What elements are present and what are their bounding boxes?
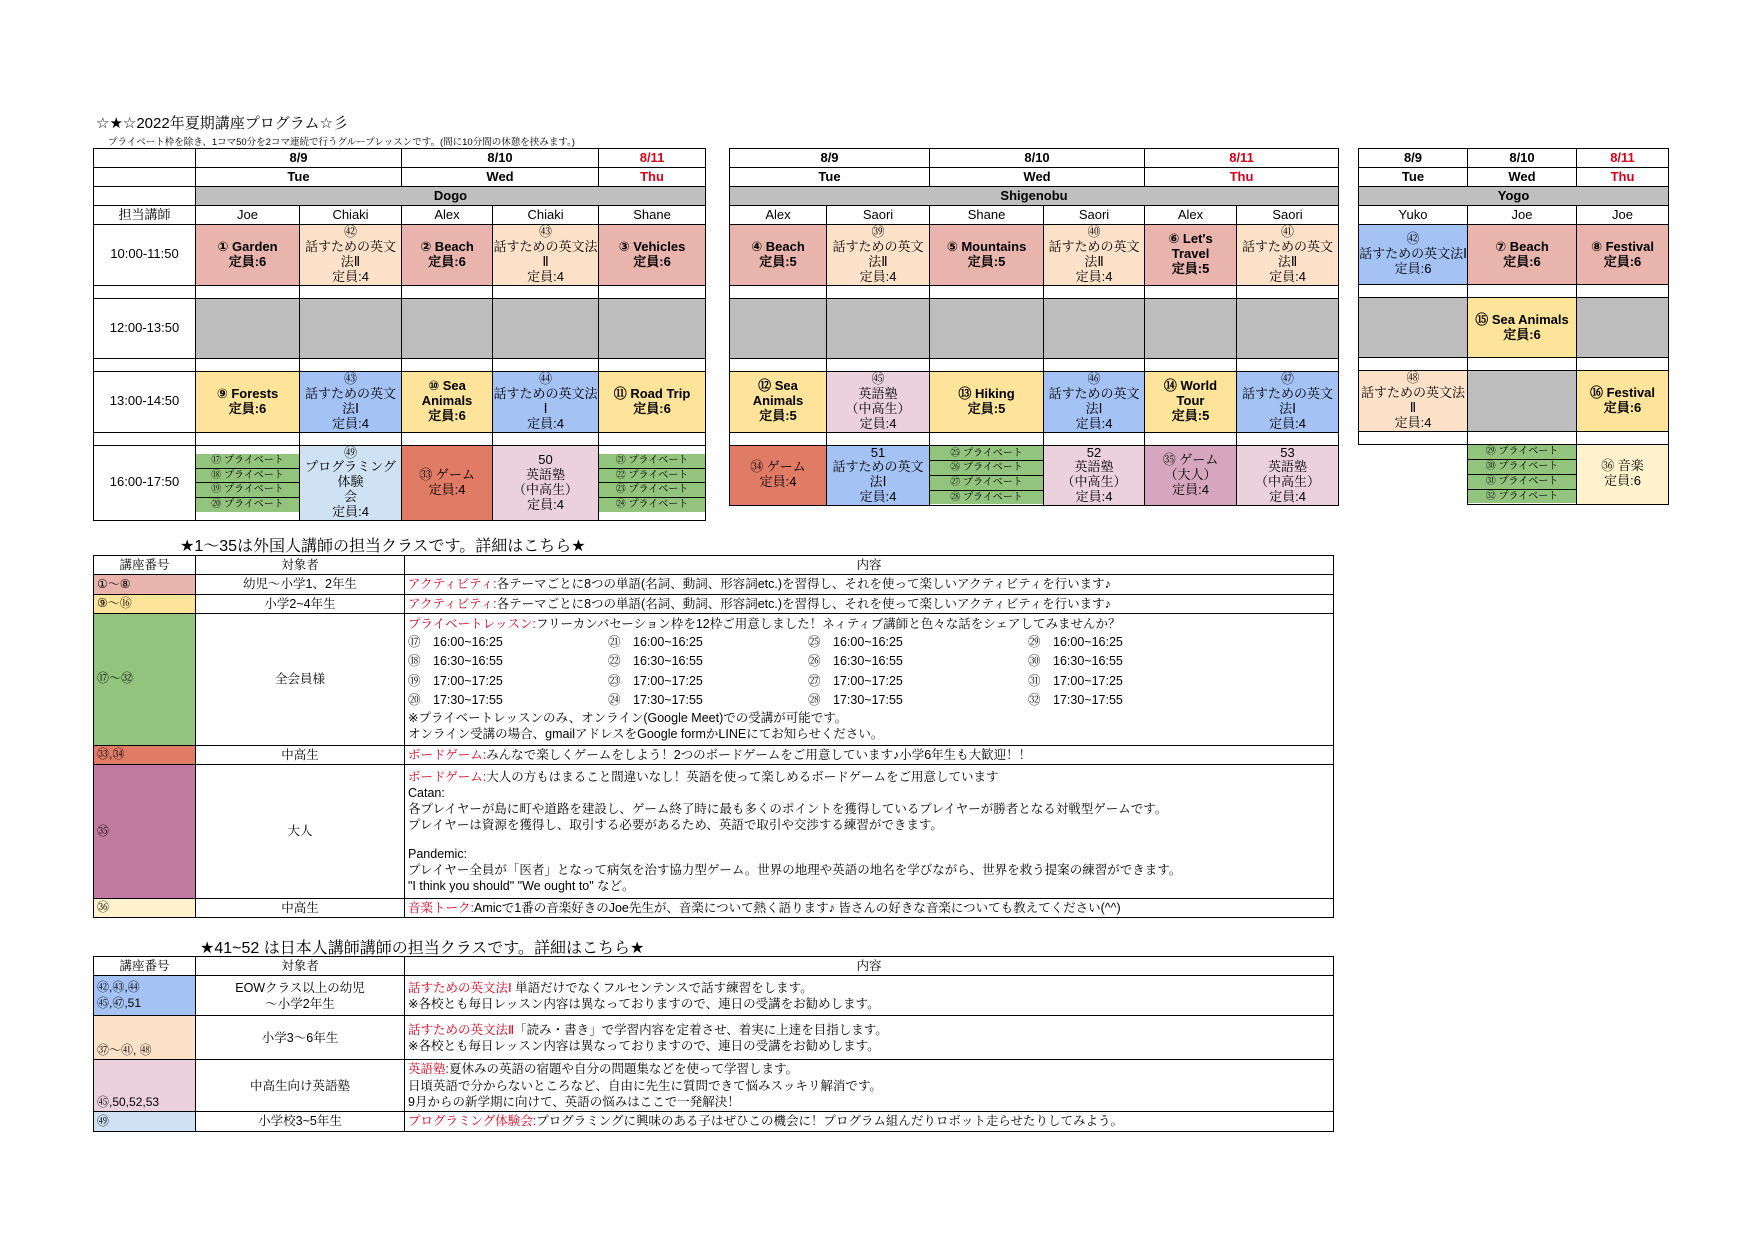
course-target: 小学3～6年生 [196,1016,405,1060]
class-cell: ⑬ Hiking 定員:5 [930,371,1044,432]
day-header: Wed [402,168,599,187]
date-header: 8/11 [599,149,706,168]
class-cell [1359,444,1468,504]
class-cell: 53 英語塾 （中高生） 定員:4 [1237,445,1339,506]
course-label: 音楽トーク: [408,901,474,915]
date-header: 8/10 [402,149,599,168]
course-label: プライベートレッスン: [408,616,536,631]
private-time-slot: ㉒ 16:30~16:55 [608,654,703,669]
col-header-number: 講座番号 [94,957,196,976]
private-time-slot: ㉓ 17:00~17:25 [608,673,703,688]
private-lesson-slot: ㉜ プライベート [1468,490,1576,504]
course-target: EOWクラス以上の幼児 ～小学2年生 [196,976,405,1016]
class-cell: ⑮ Sea Animals 定員:6 [1468,298,1577,358]
col-header-content: 内容 [405,556,1334,575]
class-cell: ㊸ 話すための英文法Ⅰ 定員:4 [300,371,402,432]
yogo-schedule-table [1358,148,1669,505]
day-header: Thu [1577,168,1669,187]
japanese-teacher-heading: ★41~52 は日本人講師講師の担当クラスです。詳細はこちら★ [200,940,645,957]
private-lesson-slot: ㉖ プライベート [930,461,1043,476]
closed-slot [1044,298,1145,358]
course-content: ボードゲーム:みんなで楽しくゲームをしよう！2つのボードゲームをご用意しています♪小学6年生も大歓迎！！ [405,745,1334,764]
private-time-slot: ㉕ 16:00~16:25 [808,635,903,650]
col-header-target: 対象者 [196,556,405,575]
day-header: Thu [599,168,706,187]
private-lesson-slot: ⑱ プライベート [196,469,299,484]
class-cell: ⑫ Sea Animals 定員:5 [730,371,827,432]
dogo-schedule-table [93,148,706,521]
teacher-label: 担当講師 [94,206,196,225]
private-time-slot: ㉙ 16:00~16:25 [1028,635,1123,650]
course-label: 英語塾: [408,1062,449,1077]
course-target: 大人 [196,765,405,899]
shigenobu-schedule-table [729,148,1339,506]
closed-slot [493,298,599,358]
teacher-name: Alex [1145,206,1237,225]
course-number: ㉝,㉞ [94,745,196,764]
private-lesson-slot: ⑲ プライベート [196,483,299,498]
private-lesson-slot: ㉒ プライベート [599,469,705,484]
private-lesson-slot: ㉗ プライベート [930,476,1043,491]
class-cell: ⑨ Forests 定員:6 [196,371,300,432]
class-cell: ⑧ Festival 定員:6 [1577,225,1669,285]
private-time-slot: ㉗ 17:00~17:25 [808,673,903,688]
course-number: ㊲～㊶, ㊽ [94,1016,196,1060]
class-cell: ⑩ Sea Animals 定員:6 [402,371,493,432]
class-cell: ㊺ 英語塾 （中高生） 定員:4 [827,371,930,432]
document-subtitle: プライベート枠を除き、1コマ50分を2コマ連続で行うグループレッスンです。(間に10分間の休憩を挟みます。) [108,137,575,148]
teacher-name: Alex [402,206,493,225]
private-lesson-slot: ㉘ プライベート [930,491,1043,505]
course-number: ㉟ [94,765,196,899]
teacher-name: Saori [1237,206,1339,225]
teacher-name: Chiaki [493,206,599,225]
japanese-classes-table [93,956,1334,1132]
closed-slot [730,298,827,358]
class-cell: ㊻ 話すための英文法Ⅰ 定員:4 [1044,371,1145,432]
day-header: Tue [1359,168,1468,187]
class-cell: ㉟ ゲーム （大人） 定員:4 [1145,445,1237,506]
school-name: Dogo [196,187,706,206]
class-cell: 50 英語塾 （中高生） 定員:4 [493,445,599,521]
course-target: 中高生向け英語塾 [196,1060,405,1112]
private-lesson-slot: ㉔ プライベート [599,498,705,512]
class-cell: ⑭ World Tour 定員:5 [1145,371,1237,432]
time-slot: 13:00-14:50 [94,371,196,432]
teacher-name: Alex [730,206,827,225]
time-slot: 10:00-11:50 [94,225,196,286]
private-lesson-slot: ㉙ プライベート [1468,445,1576,460]
school-name: Yogo [1359,187,1669,206]
class-cell: 51 話すための英文法Ⅰ 定員:4 [827,445,930,506]
course-content: 英語塾:夏休みの英語の宿題や自分の問題集などを使って学習します。 日頃英語で分からないところなど、自由に先生に質問できて悩みスッキリ解消です。 9月からの新学期に向けて、英語の悩みはここで一発解決！ [405,1060,1334,1112]
private-time-slot: ㉚ 16:30~16:55 [1028,654,1123,669]
teacher-name: Joe [1577,206,1669,225]
private-lesson-slot: ㉓ プライベート [599,483,705,498]
course-content: アクティビティ:各テーマごとに8つの単語(名詞、動詞、形容詞etc.)を習得し、それを使って楽しいアクティビティを行います♪ [405,575,1334,594]
class-cell: 52 英語塾 （中高生） 定員:4 [1044,445,1145,506]
col-header-number: 講座番号 [94,556,196,575]
closed-slot [196,298,300,358]
course-label: ボードゲーム: [408,747,487,762]
teacher-name: Saori [827,206,930,225]
course-target: 幼児～小学1、2年生 [196,575,405,594]
yogo-section [1358,148,1669,505]
course-target: 中高生 [196,899,405,918]
class-cell: ㊴ 話すための英文法Ⅱ 定員:4 [827,225,930,286]
day-header: Tue [730,168,930,187]
private-lesson-slots [1468,444,1577,504]
private-time-slot: ㉖ 16:30~16:55 [808,654,903,669]
private-time-slot: ㉔ 17:30~17:55 [608,692,703,707]
class-cell: ㉞ ゲーム 定員:4 [730,445,827,506]
date-header: 8/9 [196,149,402,168]
teacher-name: Shane [930,206,1044,225]
day-header: Wed [1468,168,1577,187]
class-cell: ㊹ 話すための英文法Ⅰ 定員:4 [493,371,598,431]
private-time-slot: ⑲ 17:00~17:25 [408,673,503,688]
private-lesson-slots [196,445,300,521]
class-cell: ㊶ 話すための英文法Ⅱ 定員:4 [1237,225,1339,286]
class-cell: ① Garden 定員:6 [196,225,300,286]
teacher-name: Saori [1044,206,1145,225]
private-time-slot: ⑰ 16:00~16:25 [408,635,503,650]
class-cell: ㊽ 話すための英文法Ⅱ 定員:4 [1359,371,1468,432]
closed-slot [402,298,493,358]
course-target: 全会員様 [196,613,405,745]
course-number: ⑨～⑯ [94,594,196,613]
day-header: Tue [196,168,402,187]
class-cell: ⑥ Let's Travel 定員:5 [1145,225,1237,286]
class-cell: ㊵ 話すための英文法Ⅱ 定員:4 [1044,225,1145,286]
class-cell: ㊷ 話すための英文法Ⅰ 定員:6 [1359,225,1468,285]
date-header: 8/9 [1359,149,1468,168]
closed-slot [1359,298,1468,358]
course-label: プログラミング体験会: [408,1114,537,1129]
class-cell: ② Beach 定員:6 [402,225,493,286]
course-number: ㊺,50,52,53 [94,1060,196,1112]
class-cell: ㊱ 音楽 定員:6 [1577,444,1669,504]
course-content: ボードゲーム:大人の方もはまること間違いなし！英語を使って楽しめるボードゲームをご用意しています Catan: 各プレイヤーが島に町や道路を建設し、ゲーム終了時に最も多くのポイントを獲得しているプレイヤーが勝者となる対戦型ゲームです。 プレイヤーは資源を獲得し、取引する必要があるため、英語で取引や交渉する練習ができます。 Pandemic: プレイヤー全員が「医者」となって病気を治す協力型ゲーム。世界の地理や英語の地名を学びながら、世界を救う提案の練習ができます。 "I think you should" "We ought to" など。 [405,765,1334,899]
private-time-slot: ㉜ 17:30~17:55 [1028,692,1123,707]
course-number: ㊱ [94,899,196,918]
course-label: 話すための英文法Ⅰ [408,980,512,995]
course-content: アクティビティ:各テーマごとに8つの単語(名詞、動詞、形容詞etc.)を習得し、それを使って楽しいアクティビティを行います♪ [405,594,1334,613]
course-content: 音楽トーク:Amicで1番の音楽好きのJoe先生が、音楽について熱く語ります♪ 皆さんの好きな音楽についても教えてください(^^) [405,899,1334,918]
course-number: ①～⑧ [94,575,196,594]
private-time-slot: ㉘ 17:30~17:55 [808,692,903,707]
private-lesson-slot: ㉛ プライベート [1468,475,1576,490]
date-header: 8/11 [1577,149,1669,168]
private-time-slot: ㉛ 17:00~17:25 [1028,673,1123,688]
course-content: プライベートレッスン:フリーカンバセーション枠を12枠ご用意しました！ネィティブ講師と色々な話をシェアしてみませんか？ ⑰ 16:00~16:25 ㉑ 16:00~16:25 ㉕ 16:00~16:25 ㉙ 16:00~16:25 ⑱ 16:30~16:55 ㉒ 16:30~16:55 ㉖ 16:30~16:55 ㉚ 16:30~16:55 ⑲ 17:00~17:25 ㉓ 17:00~17:25 ㉗ 17:00~17:25 ㉛ 17:00~17:25 ⑳ 17:30~17:55 ㉔ 17:30~17:55 ㉘ 17:30~17:55 ㉜ 17:30~17:55 ※プライベートレッスンのみ、オンライン(Google Meet)での受講が可能です。 オンライン受講の場合、gmailアドレスをGoogle formかLINEにてお知らせください。 [405,613,1334,745]
day-header: Thu [1145,168,1339,187]
closed-slot [599,298,706,358]
private-time-slot: ㉑ 16:00~16:25 [608,635,703,650]
closed-slot [930,298,1044,358]
private-lesson-slot: ㉕ プライベート [930,446,1043,461]
class-cell: ⑪ Road Trip 定員:6 [599,371,706,432]
teacher-name: Chiaki [300,206,402,225]
private-time-slot: ⑱ 16:30~16:55 [408,654,503,669]
course-content: プログラミング体験会:プログラミングに興味のある子はぜひこの機会に！プログラム組んだりロボット走らせたりしてみよう。 [405,1112,1334,1131]
teacher-name: Joe [196,206,300,225]
private-lesson-slots [599,445,706,521]
class-cell: ③ Vehicles 定員:6 [599,225,706,286]
teacher-name: Joe [1468,206,1577,225]
private-lesson-slot: ㉚ プライベート [1468,460,1576,475]
course-label: 話すための英文法Ⅱ [408,1022,515,1037]
class-cell: ㊼ 話すための英文法Ⅰ 定員:4 [1237,371,1339,432]
class-cell: ㊷ 話すための英文法Ⅱ 定員:4 [300,225,402,286]
private-lesson-slots [930,445,1044,506]
course-content: 話すための英文法Ⅱ「読み・書き」で学習内容を定着させ、着実に上達を目指します。 ※各校とも毎日レッスン内容は異なっておりますので、連日の受講をお勧めします。 [405,1016,1334,1060]
course-target: 中高生 [196,745,405,764]
closed-slot [300,298,402,358]
date-header: 8/10 [1468,149,1577,168]
course-label: ボードゲーム: [408,769,487,784]
closed-slot [827,298,930,358]
class-cell: ㉝ ゲーム 定員:4 [402,445,493,521]
closed-slot [1145,298,1237,358]
class-cell: ④ Beach 定員:5 [730,225,827,286]
school-name: Shigenobu [730,187,1339,206]
closed-slot [1468,371,1577,432]
course-content: 話すための英文法Ⅰ 単語だけでなくフルセンテンスで話す練習をします。 ※各校とも毎日レッスン内容は異なっておりますので、連日の受講をお勧めします。 [405,976,1334,1016]
private-lesson-slot: ㉑ プライベート [599,454,705,469]
private-time-slot: ⑳ 17:30~17:55 [408,692,503,707]
teacher-name: Yuko [1359,206,1468,225]
teacher-name: Shane [599,206,706,225]
foreign-teacher-heading: ★1～35は外国人講師の担当クラスです。詳細はこちら★ [180,538,586,555]
closed-slot [1577,298,1669,358]
course-number: ㊷,㊸,㊹ ㊺,㊼,51 [94,976,196,1016]
closed-slot [1237,298,1339,358]
document-title: ☆★☆2022年夏期講座プログラム☆彡 [96,115,349,132]
date-header: 8/9 [730,149,930,168]
private-lesson-slot: ⑰ プライベート [196,454,299,469]
course-number: ㊾ [94,1112,196,1131]
foreign-classes-table [93,555,1334,918]
col-header-content: 内容 [405,957,1334,976]
private-slot-grid [408,634,1330,708]
class-cell: ㊸ 話すための英文法Ⅱ 定員:4 [493,224,598,284]
course-target: 小学2~4年生 [196,594,405,613]
day-header: Wed [930,168,1145,187]
course-label: アクティビティ: [408,577,497,592]
col-header-target: 対象者 [196,957,405,976]
class-cell: ⑦ Beach 定員:6 [1468,225,1577,285]
class-cell: ⑯ Festival 定員:6 [1577,371,1669,432]
course-label: アクティビティ: [408,596,497,611]
class-cell: ⑤ Mountains 定員:5 [930,225,1044,286]
date-header: 8/10 [930,149,1145,168]
date-header: 8/11 [1145,149,1339,168]
course-target: 小学校3~5年生 [196,1112,405,1131]
dogo-section [93,148,706,521]
time-slot: 16:00-17:50 [94,445,196,521]
shigenobu-section [729,148,1339,506]
private-lesson-slot: ⑳ プライベート [196,498,299,512]
course-number: ⑰～㉜ [94,613,196,745]
class-cell: ㊾ プログラミング体験 会 定員:4 [300,445,402,521]
time-slot: 12:00-13:50 [94,298,196,358]
